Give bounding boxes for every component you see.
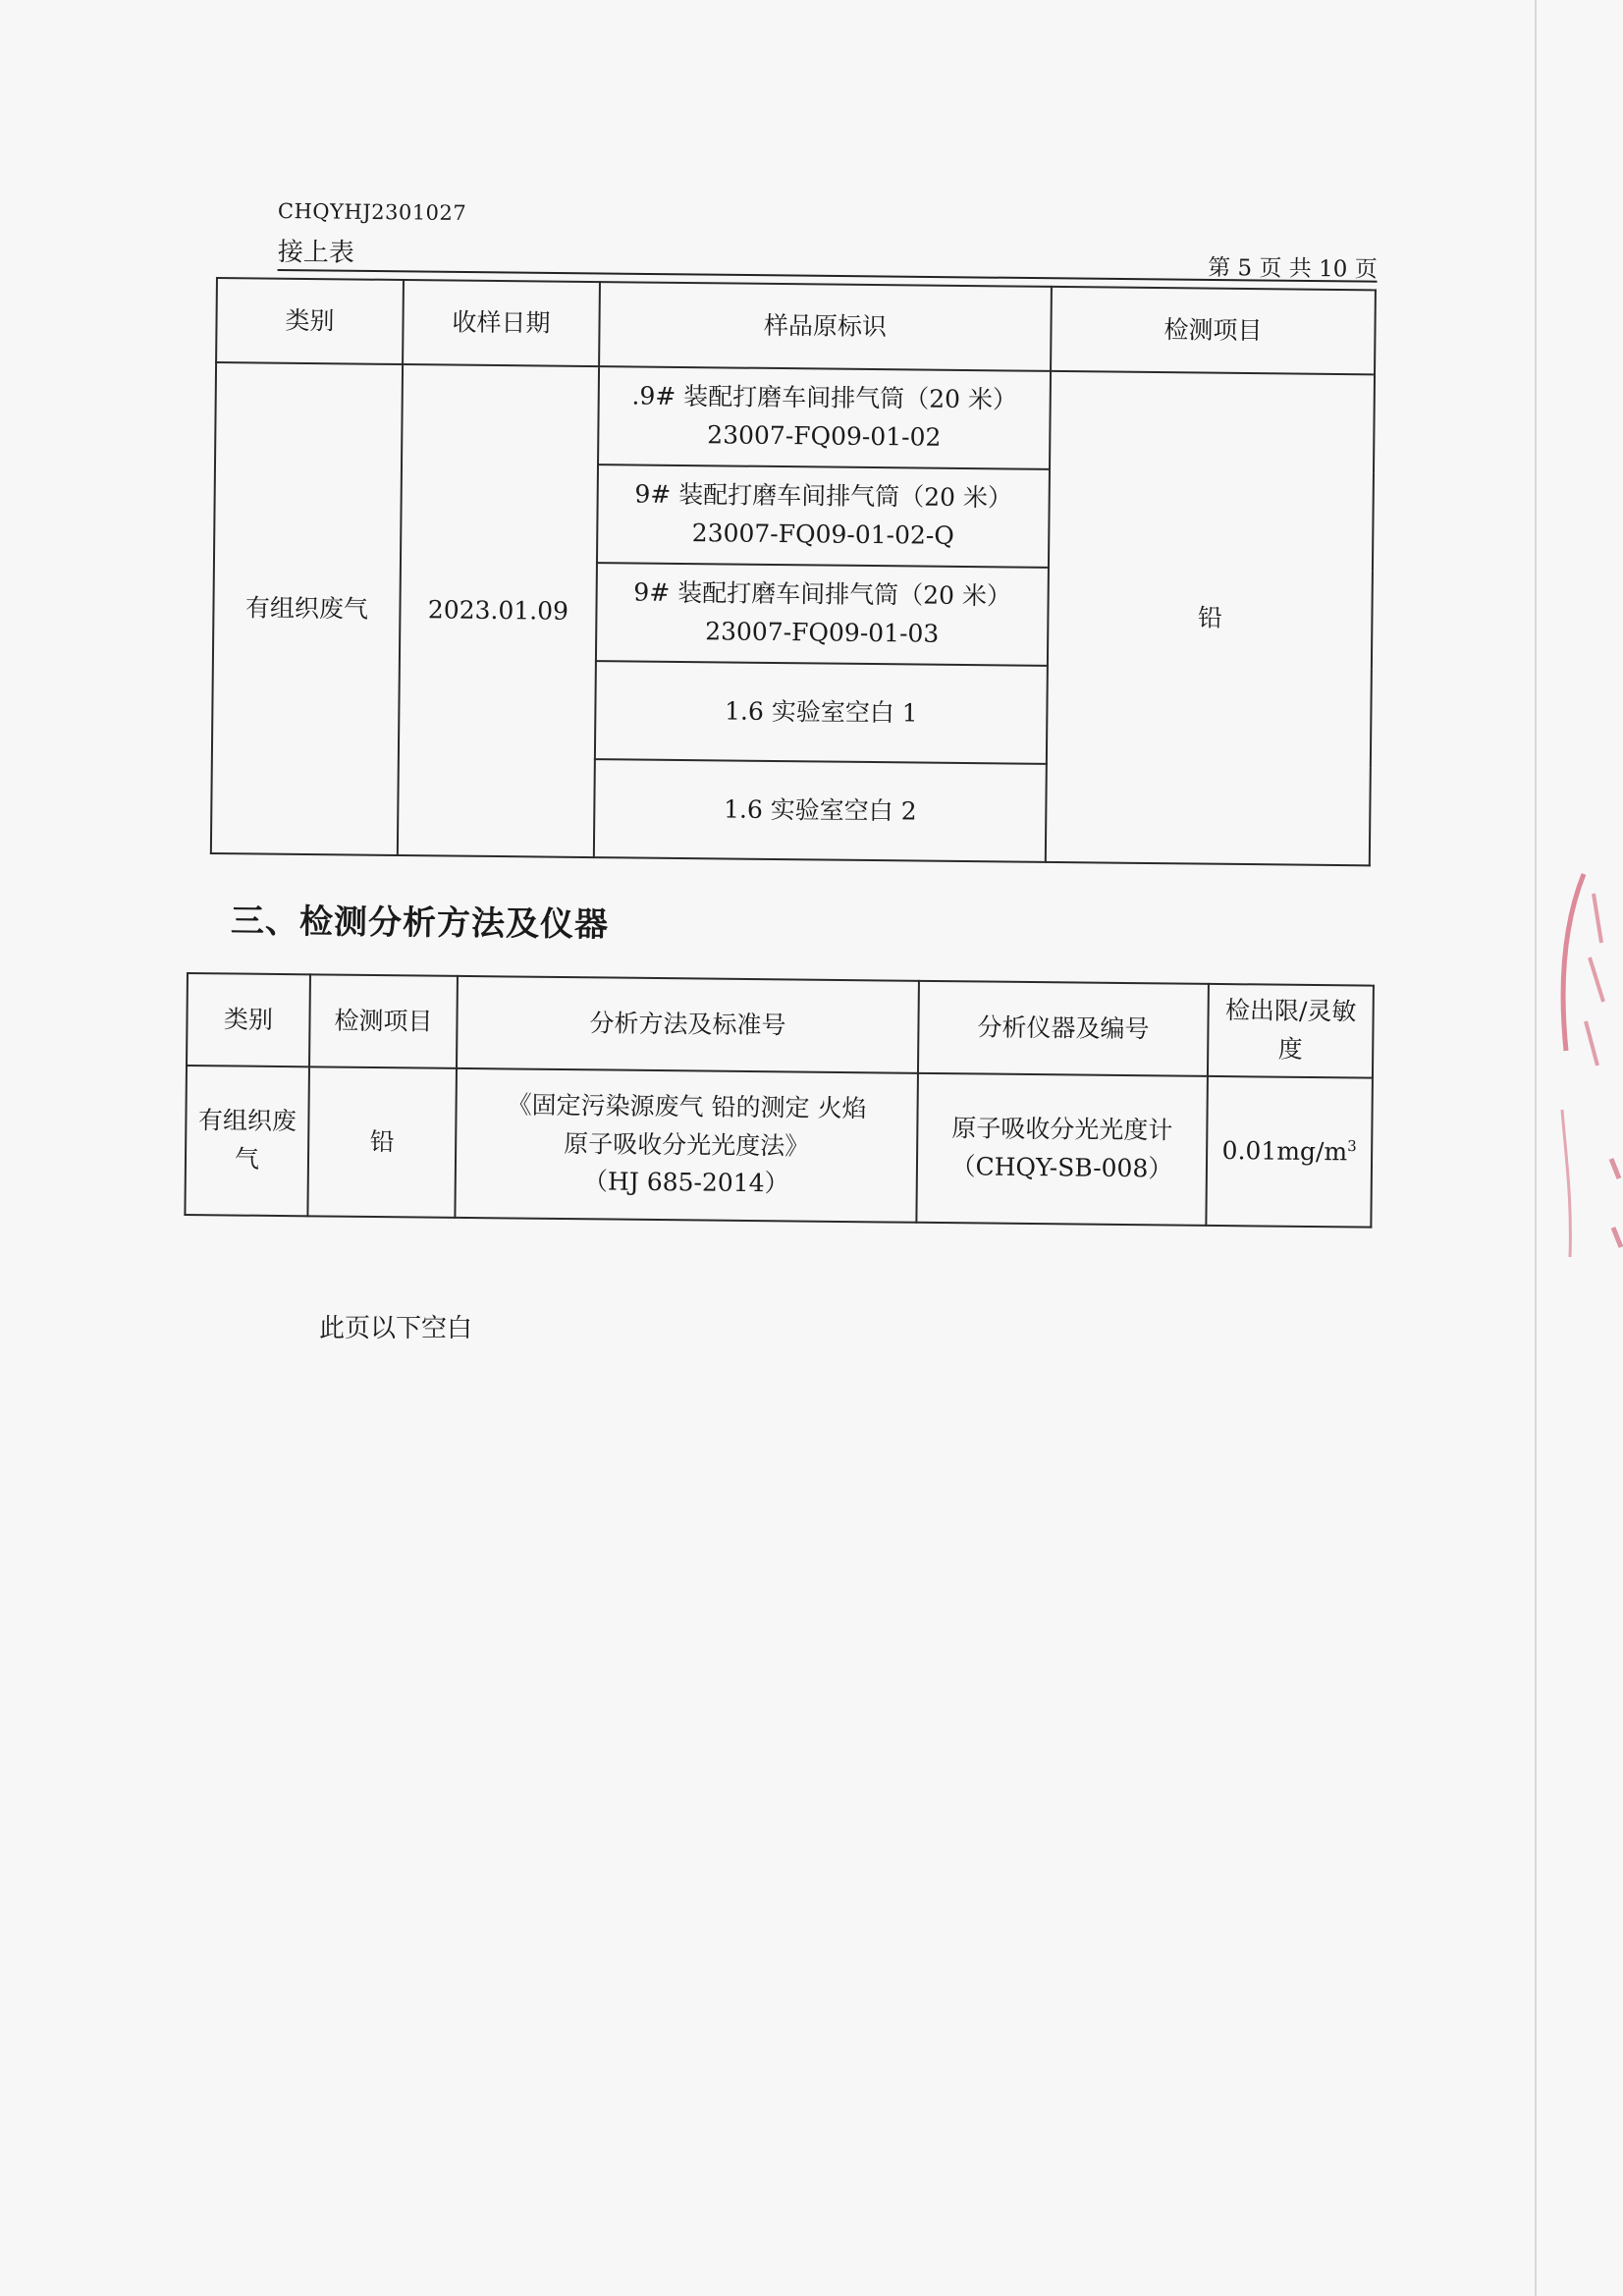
category-cell: 有组织废气 [211,362,403,855]
detection-limit-exponent: 3 [1347,1136,1357,1155]
test-item-cell: 铅 [1046,371,1375,865]
method-line: 《固定污染源废气 铅的测定 火焰 [507,1090,867,1123]
sample-code: 23007-FQ09-01-02-Q [691,519,954,550]
sample-table-header [216,278,1376,374]
sample-cell [594,759,1047,862]
col-test-item: 检测项目 [309,974,458,1068]
sample-table [210,277,1377,866]
sample-name: .9# 装配打磨车间排气筒（20 米） [631,381,1018,414]
col-category: 类别 [216,278,404,364]
table-row [185,1066,1373,1228]
method-standard: （HJ 685-2014） [582,1167,789,1198]
instrument-code: （CHQY-SB-008） [950,1152,1173,1183]
sample-cell [597,465,1050,568]
sample-cell [596,563,1049,666]
sample-code: 23007-FQ09-01-02 [707,420,942,452]
instrument-name: 原子吸收分光光度计 [951,1114,1173,1145]
category-cell: 有组织废气 [185,1066,309,1216]
col-detection-limit: 检出限/灵敏度 [1208,984,1374,1078]
col-sample-id: 样品原标识 [599,282,1052,371]
page-header [278,232,1378,283]
section-title: 三、检测分析方法及仪器 [230,901,610,946]
date-cell: 2023.01.09 [398,364,599,857]
detection-limit-cell [1206,1076,1373,1228]
detection-limit-value: 0.01mg/m [1221,1135,1348,1167]
instrument-cell [916,1073,1208,1226]
report-number: CHQYHJ2301027 [277,198,467,226]
sample-name: 9# 装配打磨车间排气筒（20 米） [634,479,1013,513]
table-row [215,362,1375,472]
col-method: 分析方法及标准号 [457,976,919,1073]
col-date: 收样日期 [403,280,600,366]
sample-cell [595,661,1048,764]
sample-code: 23007-FQ09-01-03 [705,617,940,648]
continued-label: 接上表 [277,237,354,268]
method-table [184,972,1375,1229]
sample-name: 1.6 实验室空白 2 [723,794,917,826]
blank-page-note: 此页以下空白 [319,1314,473,1343]
method-line: 原子吸收分光光度法》 [564,1128,810,1161]
sample-cell [598,366,1051,469]
sample-name: 1.6 实验室空白 1 [724,696,918,728]
page-counter: 第 5 页 共 10 页 [1208,254,1378,283]
col-instrument: 分析仪器及编号 [918,981,1209,1076]
seal-stamp-icon [1525,864,1623,1316]
method-cell [455,1068,918,1223]
sample-name: 9# 装配打磨车间排气筒（20 米） [633,577,1012,611]
method-table-header [187,973,1374,1078]
test-item-cell: 铅 [307,1066,457,1218]
col-test-item: 检测项目 [1051,287,1376,374]
col-category: 类别 [187,973,310,1066]
